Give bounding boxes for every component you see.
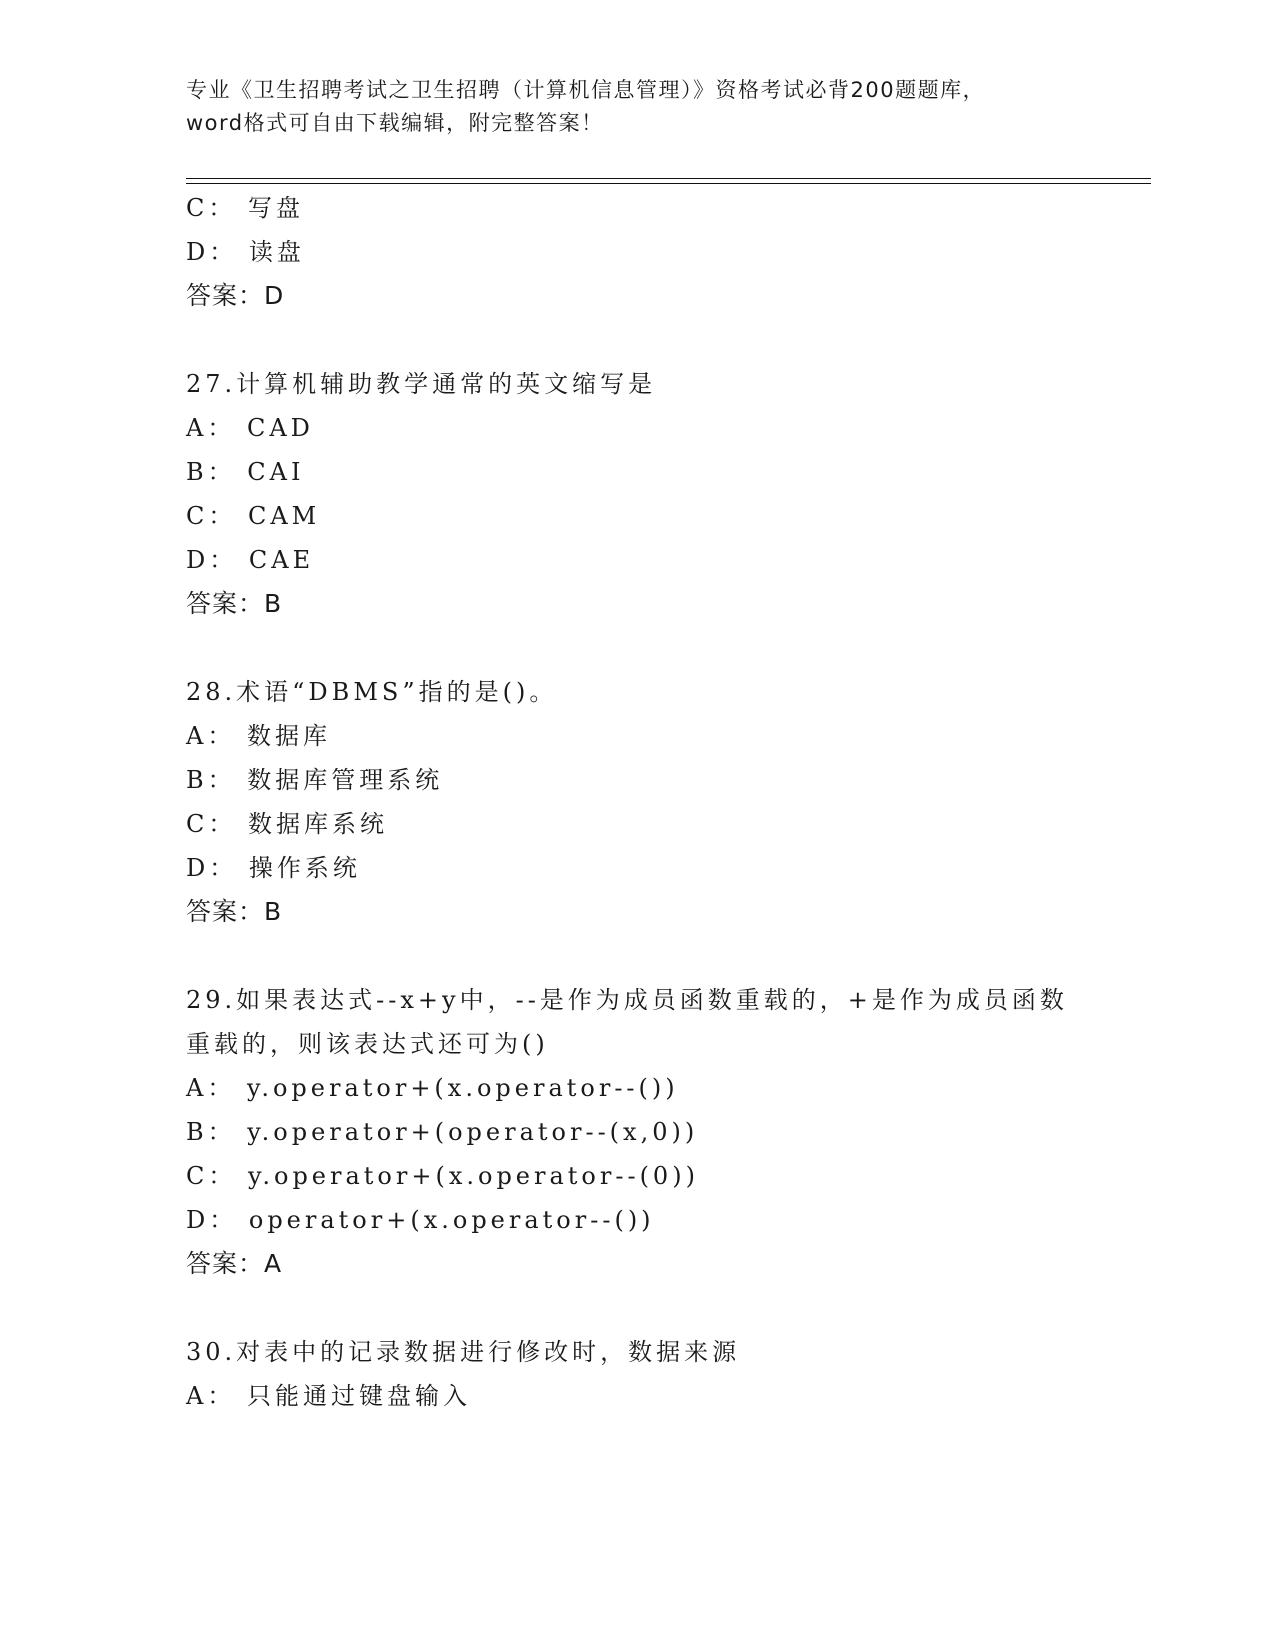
q26-option-c: C： 写盘 xyxy=(186,194,304,222)
q28-option-a: A： 数据库 xyxy=(186,722,331,750)
q28-option-c: C： 数据库系统 xyxy=(186,810,388,838)
q28-answer: 答案：B xyxy=(186,897,283,926)
document-header xyxy=(186,74,1086,140)
q26-answer: 答案：D xyxy=(186,281,285,310)
q30-stem: 30.对表中的记录数据进行修改时，数据来源 xyxy=(186,1338,741,1366)
q27-option-c: C： CAM xyxy=(186,502,321,530)
header-title-line-2: word格式可自由下载编辑，附完整答案！ xyxy=(186,111,604,135)
q28-option-b: B： 数据库管理系统 xyxy=(186,766,444,794)
q27-stem: 27.计算机辅助教学通常的英文缩写是 xyxy=(186,370,657,398)
q27-answer: 答案：B xyxy=(186,589,283,618)
header-title-line-1: 专业《卫生招聘考试之卫生招聘（计算机信息管理）》资格考试必背200题题库， xyxy=(186,78,986,102)
q29-answer: 答案：A xyxy=(186,1249,283,1278)
q27-option-d: D： CAE xyxy=(186,546,315,574)
q27-option-b: B： CAI xyxy=(186,458,305,486)
q29-option-b: B： y.operator+(operator--(x,0)) xyxy=(186,1118,699,1146)
header-divider-top xyxy=(186,178,1151,179)
q29-stem-line-1: 29.如果表达式--x+y中，--是作为成员函数重载的，+是作为成员函数 xyxy=(186,986,1068,1014)
q29-option-c: C： y.operator+(x.operator--(0)) xyxy=(186,1162,699,1190)
q29-option-a: A： y.operator+(x.operator--()) xyxy=(186,1074,679,1102)
q29-option-d: D： operator+(x.operator--()) xyxy=(186,1206,655,1234)
q26-option-d: D： 读盘 xyxy=(186,238,305,266)
q28-stem: 28.术语“DBMS”指的是()。 xyxy=(186,678,558,706)
q29-stem-line-2: 重载的，则该表达式还可为() xyxy=(186,1030,549,1058)
q28-option-d: D： 操作系统 xyxy=(186,854,361,882)
q27-option-a: A： CAD xyxy=(186,414,314,442)
header-divider-bottom xyxy=(186,183,1151,184)
q30-option-a: A： 只能通过键盘输入 xyxy=(186,1382,471,1410)
